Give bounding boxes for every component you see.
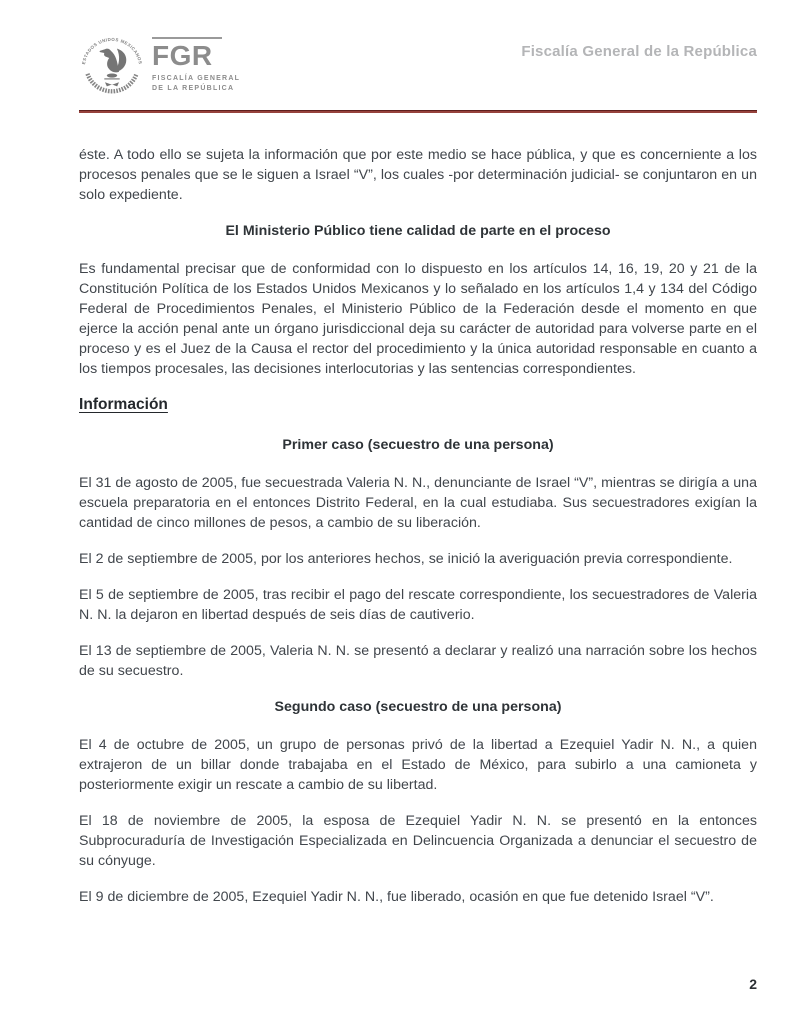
fgr-logo-rule: [152, 37, 222, 39]
document-body: [79, 145, 757, 923]
seal-svg: [77, 29, 147, 99]
seal-ribbon: [105, 82, 119, 86]
paragraph: El 18 de noviembre de 2005, la esposa de Ezequiel Yadir N. N. se presentó en la entonces Subprocuraduría de Investigación Especializada en Delincuencia Organizada a denunciar el secuestro de su cónyuge.: [79, 813, 757, 869]
paragraph: El 5 de septiembre de 2005, tras recibir el pago del rescate correspondiente, los secuestradores de Valeria N. N. la dejaron en libertad después de seis días de cautiverio.: [79, 587, 757, 623]
page-number: 2: [749, 976, 757, 992]
paragraph: El 9 de diciembre de 2005, Ezequiel Yadir N. N., fue liberado, ocasión en que fue detenido Israel “V”.: [79, 889, 714, 905]
paragraph: El 13 de septiembre de 2005, Valeria N. N. se presentó a declarar y realizó una narración sobre los hechos de su secuestro.: [79, 643, 757, 679]
section-heading-ministerio-publico: El Ministerio Público tiene calidad de parte en el proceso: [225, 223, 611, 239]
cactus-icon: [107, 73, 118, 77]
paragraph: El 2 de septiembre de 2005, por los anteriores hechos, se inició la averiguación previa correspondiente.: [79, 551, 733, 567]
paragraph: El 31 de agosto de 2005, fue secuestrada Valeria N. N., denunciante de Israel “V”, mientras se dirigía a una escuela preparatoria en el entonces Distrito Federal, en la cual estudiaba. Sus secuestradores exigían la cantidad de cinco millones de pesos, a cambio de su liberación.: [79, 475, 757, 531]
paragraph: Es fundamental precisar que de conformidad con lo dispuesto en los artículos 14, 16, 19, 20 y 21 de la Constitución Política de los Estados Unidos Mexicanos y lo señalado en los artículos 1,4 y 134 del Código Federal de Procedimientos Penales, el Ministerio Público de la Federación desde el momento en que ejerce la acción penal ante un órgano jurisdiccional deja su carácter de autoridad para volverse parte en el proceso y es el Juez de la Causa el rector del procedimiento y la única autoridad responsable en cuanto a los tiempos procesales, las decisiones interlocutorias y las sentencias correspondientes.: [79, 261, 757, 377]
fgr-subtitle-line2: DE LA REPÚBLICA: [152, 85, 235, 93]
seal-arc-text: ESTADOS UNIDOS MEXICANOS: [80, 36, 144, 65]
seal-ground-line: [104, 78, 119, 79]
mexico-coat-of-arms-icon: [77, 29, 147, 99]
info-heading: Información: [79, 396, 168, 413]
fgr-subtitle-line1: FISCALÍA GENERAL: [152, 75, 241, 82]
case-heading-segundo-caso: Segundo caso (secuestro de una persona): [274, 699, 562, 715]
institution-name: Fiscalía General de la República: [521, 43, 757, 60]
header-divider-rule: [79, 110, 757, 113]
fgr-acronym: FGR: [152, 40, 213, 71]
case-heading-primer-caso: Primer caso (secuestro de una persona): [282, 437, 554, 453]
fgr-logo: [152, 37, 241, 94]
eagle-icon: [100, 49, 119, 73]
paragraph: éste. A todo ello se sujeta la información que por este medio se hace pública, y que es concerniente a los procesos penales que se le siguen a Israel “V”, los cuales -por determinación judicial- se conjuntaron en un solo expediente.: [79, 147, 757, 203]
fgr-subtitle: [152, 74, 241, 94]
paragraph: El 4 de octubre de 2005, un grupo de personas privó de la libertad a Ezequiel Yadir N. N., a quien extrajeron de un billar donde trabajaba en el Estado de México, para subirlo a una camioneta y posteriormente exigir un rescate a cambio de su libertad.: [79, 737, 757, 793]
